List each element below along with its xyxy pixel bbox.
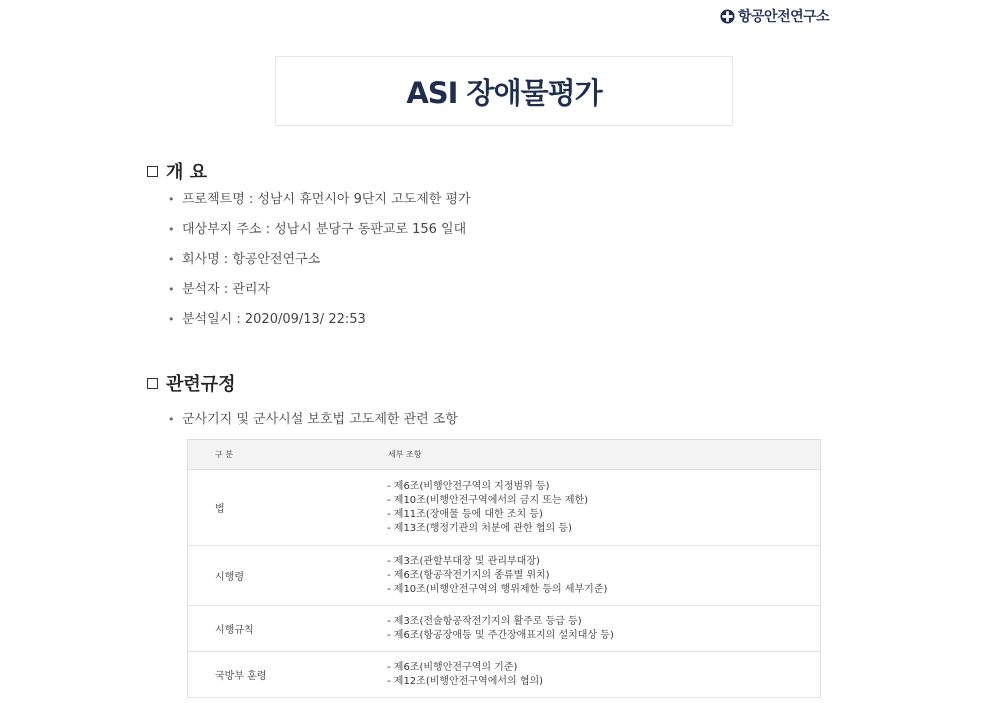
detail-line: - 제6조(항공장애등 및 주간장애표지의 설치대상 등) <box>387 629 614 641</box>
bullet-icon: • <box>168 253 175 266</box>
list-item <box>168 282 471 312</box>
org-logo <box>720 6 829 26</box>
row-category: 시행규칙 <box>188 606 388 652</box>
bullet-icon: • <box>168 313 175 326</box>
overview-item-text: 프로젝트명 : 성남시 휴먼시아 9단지 고도제한 평가 <box>182 192 471 207</box>
overview-list <box>168 192 471 342</box>
detail-line: - 제3조(관할부대장 및 관리부대장) <box>387 555 540 567</box>
bullet-icon: • <box>168 223 175 236</box>
row-category: 법 <box>188 470 388 546</box>
list-item <box>168 412 458 442</box>
checkbox-square-icon <box>147 166 158 177</box>
org-name: 항공안전연구소 <box>738 9 830 25</box>
table-row <box>188 546 821 606</box>
list-item <box>168 192 471 222</box>
overview-item-text: 회사명 : 항공안전연구소 <box>182 252 321 267</box>
detail-line: - 제10조(비행안전구역의 행위제한 등의 세부기준) <box>387 583 608 595</box>
regulations-heading-text: 관련규정 <box>166 374 236 395</box>
bullet-icon: • <box>168 193 175 206</box>
row-details <box>387 470 821 546</box>
row-category: 시행령 <box>188 546 388 606</box>
regulations-item-text: 군사기지 및 군사시설 보호법 고도제한 관련 조항 <box>182 412 458 427</box>
overview-item-text: 대상부지 주소 : 성남시 분당구 동판교로 156 일대 <box>182 222 467 237</box>
table-row <box>188 606 821 652</box>
overview-heading-text: 개 요 <box>166 162 208 183</box>
bullet-icon: • <box>168 283 175 296</box>
detail-line: - 제6조(항공작전기지의 종류별 위치) <box>387 569 550 581</box>
bullet-icon: • <box>168 413 175 426</box>
row-details <box>387 606 821 652</box>
table-row <box>188 652 821 698</box>
column-header-category: 구 분 <box>188 440 388 470</box>
table-header-row <box>188 440 821 470</box>
row-details <box>387 652 821 698</box>
list-item <box>168 222 471 252</box>
detail-line: - 제10조(비행안전구역에서의 금지 또는 제한) <box>387 494 589 506</box>
table-row <box>188 470 821 546</box>
checkbox-square-icon <box>147 378 158 389</box>
detail-line: - 제6조(비행안전구역의 지정범위 등) <box>387 480 550 492</box>
regulations-list <box>168 412 458 442</box>
row-details <box>387 546 821 606</box>
row-category: 국방부 훈령 <box>188 652 388 698</box>
cross-emblem-icon <box>720 9 735 24</box>
list-item <box>168 312 471 342</box>
regulations-heading <box>147 370 236 396</box>
list-item <box>168 252 471 282</box>
detail-line: - 제3조(전술항공작전기지의 활주로 등급 등) <box>387 615 582 627</box>
detail-line: - 제6조(비행안전구역의 기준) <box>387 661 518 673</box>
detail-line: - 제13조(행정기관의 처분에 관한 협의 등) <box>387 522 572 534</box>
overview-heading <box>147 158 207 184</box>
overview-item-text: 분석자 : 관리자 <box>182 282 270 297</box>
column-header-details: 세부 조항 <box>387 440 821 470</box>
report-title-box <box>275 56 733 126</box>
detail-line: - 제12조(비행안전구역에서의 협의) <box>387 675 544 687</box>
detail-line: - 제11조(장애물 등에 대한 조치 등) <box>387 508 543 520</box>
overview-item-text: 분석일시 : 2020/09/13/ 22:53 <box>182 312 366 327</box>
report-title: ASI 장애물평가 <box>406 75 602 110</box>
regulations-table <box>187 439 821 698</box>
